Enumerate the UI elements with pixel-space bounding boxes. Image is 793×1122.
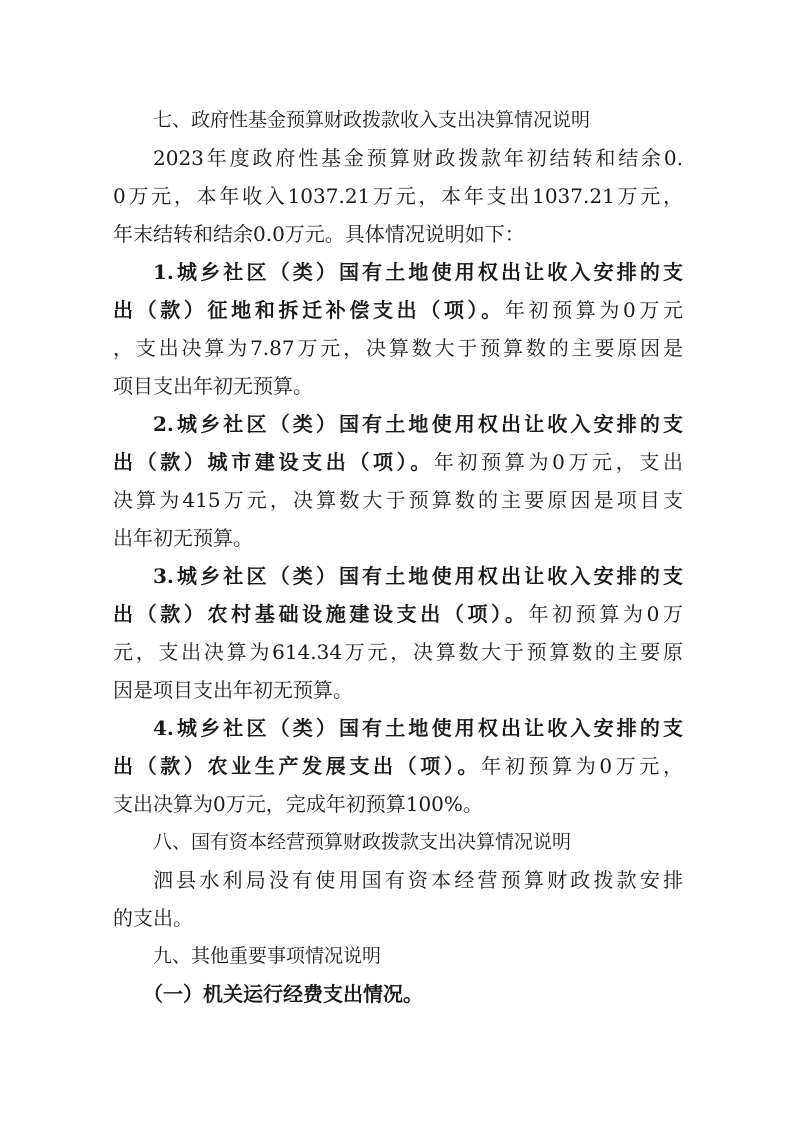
section-7-paragraph-line: 0万元，本年收入1037.21万元，本年支出1037.21万元， xyxy=(113,184,683,208)
item-1-line xyxy=(113,291,683,329)
item-2-title: 2.城乡社区（类）国有土地使用权出让收入安排的支 xyxy=(153,412,683,436)
item-4-title-end: 出（款）农业生产发展支出（项）。 xyxy=(113,754,482,778)
item-3-title-end: 出（款）农村基础设施建设支出（项）。 xyxy=(113,602,529,626)
item-4-line: 支出决算为0万元，完成年初预算100%。 xyxy=(113,792,483,816)
item-1-line: ，支出决算为7.87万元，决算数大于预算数的主要原因是 xyxy=(113,336,683,360)
document-body xyxy=(113,101,683,1013)
item-1-title-end: 出（款）征地和拆迁补偿支出（项）。 xyxy=(113,298,505,322)
item-1-text: 年初预算为0万元 xyxy=(504,298,683,322)
item-3-line xyxy=(113,595,683,633)
section-9-heading: 九、其他重要事项情况说明 xyxy=(153,945,382,967)
section-7-paragraph-line: 年末结转和结余0.0万元。具体情况说明如下： xyxy=(113,222,525,246)
item-4-text: 年初预算为0万元， xyxy=(481,754,683,778)
item-3-line: 因是项目支出年初无预算。 xyxy=(113,678,353,702)
item-2-line xyxy=(113,443,683,481)
item-4-line xyxy=(113,747,683,785)
item-2-title-end: 出（款）城市建设支出（项）。 xyxy=(113,450,434,474)
section-8-paragraph-line: 的支出。 xyxy=(113,906,193,930)
item-2-text: 年初预算为0万元，支出 xyxy=(433,450,683,474)
item-3-text: 年初预算为0万 xyxy=(528,602,683,626)
section-8-paragraph-line: 泗县水利局没有使用国有资本经营预算财政拨款安排 xyxy=(153,868,683,892)
item-3-title: 3.城乡社区（类）国有土地使用权出让收入安排的支 xyxy=(153,564,683,588)
item-2-line: 出年初无预算。 xyxy=(113,526,253,550)
section-7-paragraph-line: 2023年度政府性基金预算财政拨款年初结转和结余0. xyxy=(153,146,683,170)
item-2-line: 决算为415万元，决算数大于预算数的主要原因是项目支 xyxy=(113,488,683,512)
item-3-line: 元，支出决算为614.34万元，决算数大于预算数的主要原 xyxy=(113,640,683,664)
item-1-line: 项目支出年初无预算。 xyxy=(113,374,313,398)
section-8-heading: 八、国有资本经营预算财政拨款支出决算情况说明 xyxy=(153,831,572,853)
item-1-title: 1.城乡社区（类）国有土地使用权出让收入安排的支 xyxy=(153,260,683,284)
section-7-heading: 七、政府性基金预算财政拨款收入支出决算情况说明 xyxy=(153,109,591,131)
section-9-subheading: （一）机关运行经费支出情况。 xyxy=(143,982,423,1006)
item-4-title: 4.城乡社区（类）国有土地使用权出让收入安排的支 xyxy=(153,716,683,740)
